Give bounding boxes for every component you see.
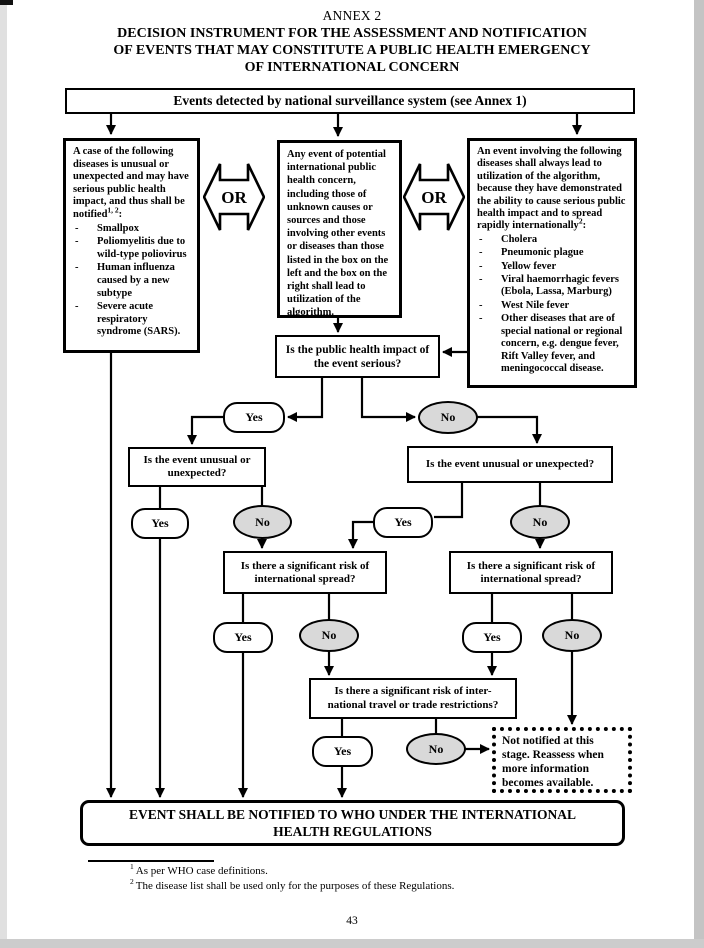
question-spread-left-box: Is there a significant risk of international spread? bbox=[223, 551, 387, 594]
list-item: - Smallpox bbox=[75, 222, 140, 234]
list-item: - West Nile fever bbox=[479, 299, 570, 311]
list-item: - Human influenza caused by a new subtype bbox=[75, 262, 175, 299]
yes-node-impact: Yes bbox=[223, 402, 285, 433]
question-travel-trade-box: Is there a significant risk of inter- national travel or trade restrictions? bbox=[309, 678, 517, 719]
page-title-line-2: OF EVENTS THAT MAY CONSTITUTE A PUBLIC HEALTH EMERGENCY bbox=[113, 43, 591, 58]
question-unusual-left-box: Is the event unusual or unexpected? bbox=[128, 447, 266, 487]
middle-criteria-box: Any event of potential international public health concern, including those of unknown causes or sources and those involving other events or diseases than those listed in the box on the left and the box on the right shall lead to utilization of the algorithm. bbox=[277, 140, 402, 318]
flow-line bbox=[362, 378, 415, 417]
list-item: - Yellow fever bbox=[479, 260, 557, 272]
page-title-line-1: DECISION INSTRUMENT FOR THE ASSESSMENT AND NOTIFICATION bbox=[117, 26, 587, 41]
annex-label: ANNEX 2 bbox=[322, 8, 382, 23]
no-node-unusual-right: No bbox=[510, 505, 570, 539]
flow-line bbox=[353, 522, 374, 548]
left-criteria-intro: A case of the following diseases is unusual or unexpected and may have serious public health impact, and thus shall be notified$^{1, 2}$: bbox=[73, 146, 189, 220]
yes-node-spread-right: Yes bbox=[462, 622, 522, 653]
or-arrow-left bbox=[203, 162, 265, 232]
list-item: - Poliomyelitis due to wild-type poliovirus bbox=[75, 236, 187, 260]
footnote-1: $^1$ As per WHO case definitions. bbox=[130, 862, 268, 877]
no-node-spread-left: No bbox=[299, 619, 359, 652]
page-title-line-3: OF INTERNATIONAL CONCERN bbox=[244, 60, 460, 75]
flow-line bbox=[288, 378, 322, 417]
list-item: - Severe acute respiratory syndrome (SARS). bbox=[75, 301, 181, 338]
yes-node-travel: Yes bbox=[312, 736, 373, 767]
events-detected-box bbox=[65, 88, 635, 114]
left-criteria-box bbox=[63, 138, 200, 353]
question-spread-right-box: Is there a significant risk of international spread? bbox=[449, 551, 613, 594]
footnote-2: $^2$ The disease list shall be used only for the purposes of these Regulations. bbox=[130, 877, 455, 892]
list-item: - Other diseases that are of special national or regional concern, e.g. dengue fever, Rift Valley fever, and meningococcal disease. bbox=[479, 313, 623, 374]
yes-node-spread-left: Yes bbox=[213, 622, 273, 653]
or-arrow-right bbox=[403, 162, 465, 232]
svg-text:OR: OR bbox=[221, 188, 247, 207]
page-number: 43 bbox=[346, 915, 358, 927]
list-item: - Viral haemorrhagic fevers (Ebola, Lassa, Marburg) bbox=[479, 274, 619, 298]
no-node-impact: No bbox=[418, 401, 478, 434]
flow-line bbox=[434, 483, 462, 517]
events-detected-label: Events detected by national surveillance system (see Annex 1) bbox=[173, 93, 527, 108]
no-node-unusual-left: No bbox=[233, 505, 292, 539]
no-node-travel: No bbox=[406, 733, 466, 765]
not-notified-box: Not notified at this stage. Reassess when more information becomes available. bbox=[492, 727, 632, 793]
question-impact-box: Is the public health impact of the event serious? bbox=[275, 335, 440, 378]
right-criteria-box bbox=[467, 138, 637, 388]
question-unusual-right-box: Is the event unusual or unexpected? bbox=[407, 446, 613, 483]
no-node-spread-right: No bbox=[542, 619, 602, 652]
list-item: - Cholera bbox=[479, 233, 538, 245]
flow-line bbox=[477, 417, 537, 443]
yes-node-unusual-left: Yes bbox=[131, 508, 189, 539]
list-item: - Pneumonic plague bbox=[479, 247, 584, 259]
yes-node-unusual-right: Yes bbox=[373, 507, 433, 538]
flow-line bbox=[192, 417, 224, 444]
svg-text:OR: OR bbox=[421, 188, 447, 207]
notify-who-box: EVENT SHALL BE NOTIFIED TO WHO UNDER THE INTERNATIONAL HEALTH REGULATIONS bbox=[80, 800, 625, 846]
right-criteria-intro: An event involving the following diseases shall always lead to utilization of the algorithm, because they have demonstrated the ability to cause serious public health impact and to spread rapidly internationally$^2$: bbox=[477, 146, 626, 232]
